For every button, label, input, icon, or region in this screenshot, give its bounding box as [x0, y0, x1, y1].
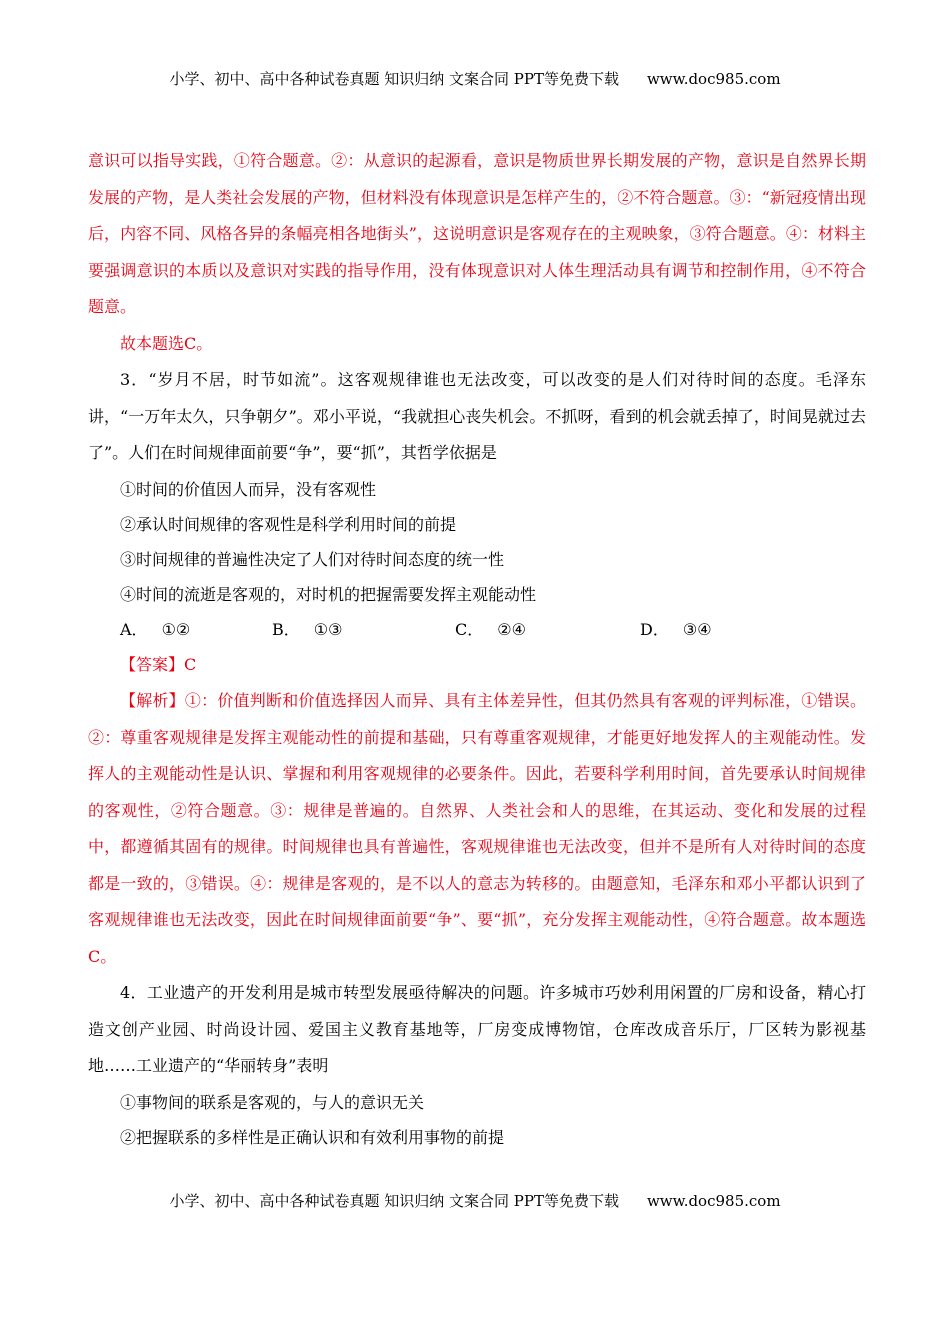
q4-stem: 4．工业遗产的开发利用是城市转型发展亟待解决的问题。许多城市巧妙利用闲置的厂房和设备，精心打造文创产业园、时尚设计园、爱国主义教育基地等，厂房变成博物馆，仓库改成音乐厅，厂区转为影视基地……工业遗产的“华丽转身”表明 [88, 983, 866, 1075]
q2-analysis-continued: 意识可以指导实践，①符合题意。②：从意识的起源看，意识是物质世界长期发展的产物，意识是自然界长期发展的产物，是人类社会发展的产物，但材料没有体现意识是怎样产生的，②不符合题意。③：“新冠疫情出现后，内容不同、风格各异的条幅亮相各地街头”，这说明意识是客观存在的主观映象，③符合题意。④：材料主要强调意识的本质以及意识对实践的指导作用，没有体现意识对人体生理活动具有调节和控制作用，④不符合题意。 [88, 151, 866, 316]
q4-option-2: ②把握联系的多样性是正确认识和有效利用事物的前提 [120, 1127, 505, 1147]
q3-choice-c [455, 612, 640, 647]
q3-analysis-tag: 【解析】 [120, 691, 185, 710]
q3-stem: 3．“岁月不居，时节如流”。这客观规律谁也无法改变，可以改变的是人们对待时间的态度。毛泽东讲，“一万年太久，只争朝夕”。邓小平说，“我就担心丧失机会。不抓呀，看到的机会就丢掉了，时间晃就过去了”。人们在时间规律面前要“争”，要“抓”，其哲学依据是 [88, 370, 866, 462]
q3-option-2: ②承认时间规律的客观性是科学利用时间的前提 [120, 514, 457, 534]
choice-label: A． [120, 619, 148, 639]
header-text: 小学、初中、高中各种试卷真题 知识归纳 文案合同 PPT等免费下载 [169, 70, 619, 88]
q3-choice-b [272, 612, 455, 647]
choice-label: C． [455, 619, 484, 639]
choice-value: ②④ [497, 619, 526, 639]
q3-analysis-text: ①：价值判断和价值选择因人而异、具有主体差异性，但其仍然具有客观的评判标准，①错误。②：尊重客观规律是发挥主观能动性的前提和基础，只有尊重客观规律，才能更好地发挥人的主观能动性。发挥人的主观能动性是认识、掌握和利用客观规律的必要条件。因此，若要科学利用时间，首先要承认时间规律的客观性，②符合题意。③：规律是普遍的。自然界、人类社会和人的思维，在其运动、变化和发展的过程中，都遵循其固有的规律。时间规律也具有普遍性，客观规律谁也无法改变，但并不是所有人对待时间的态度都是一致的，③错误。④：规律是客观的，是不以人的意志为转移的。由题意知，毛泽东和邓小平都认识到了客观规律谁也无法改变，因此在时间规律面前要“争”、要“抓”，充分发挥主观能动性，④符合题意。故本题选C。 [88, 691, 866, 966]
document-body [88, 143, 866, 1155]
footer-text: 小学、初中、高中各种试卷真题 知识归纳 文案合同 PPT等免费下载 [169, 1192, 619, 1210]
q3-choice-a [120, 612, 272, 647]
q3-option-4: ④时间的流逝是客观的，对时机的把握需要发挥主观能动性 [120, 584, 537, 604]
q4-option-1: ①事物间的联系是客观的，与人的意识无关 [120, 1092, 425, 1112]
q3-choices [88, 612, 866, 647]
choice-label: D． [640, 619, 669, 639]
page-footer [0, 1190, 950, 1211]
q3-option-3: ③时间规律的普遍性决定了人们对待时间态度的统一性 [120, 549, 505, 569]
header-site-link[interactable]: www.doc985.com [646, 70, 781, 88]
choice-value: ③④ [682, 619, 712, 639]
q3-choice-d [640, 612, 712, 647]
choice-value: ①② [161, 619, 191, 639]
q3-analysis [88, 683, 866, 975]
q3-answer: 【答案】C [120, 654, 197, 674]
footer-site-link[interactable]: www.doc985.com [646, 1192, 781, 1210]
choice-value: ①③ [313, 619, 343, 639]
q3-option-1: ①时间的价值因人而异，没有客观性 [120, 479, 377, 499]
choice-label: B． [272, 619, 300, 639]
q2-conclusion: 故本题选C。 [120, 333, 213, 353]
page-header [0, 68, 950, 89]
